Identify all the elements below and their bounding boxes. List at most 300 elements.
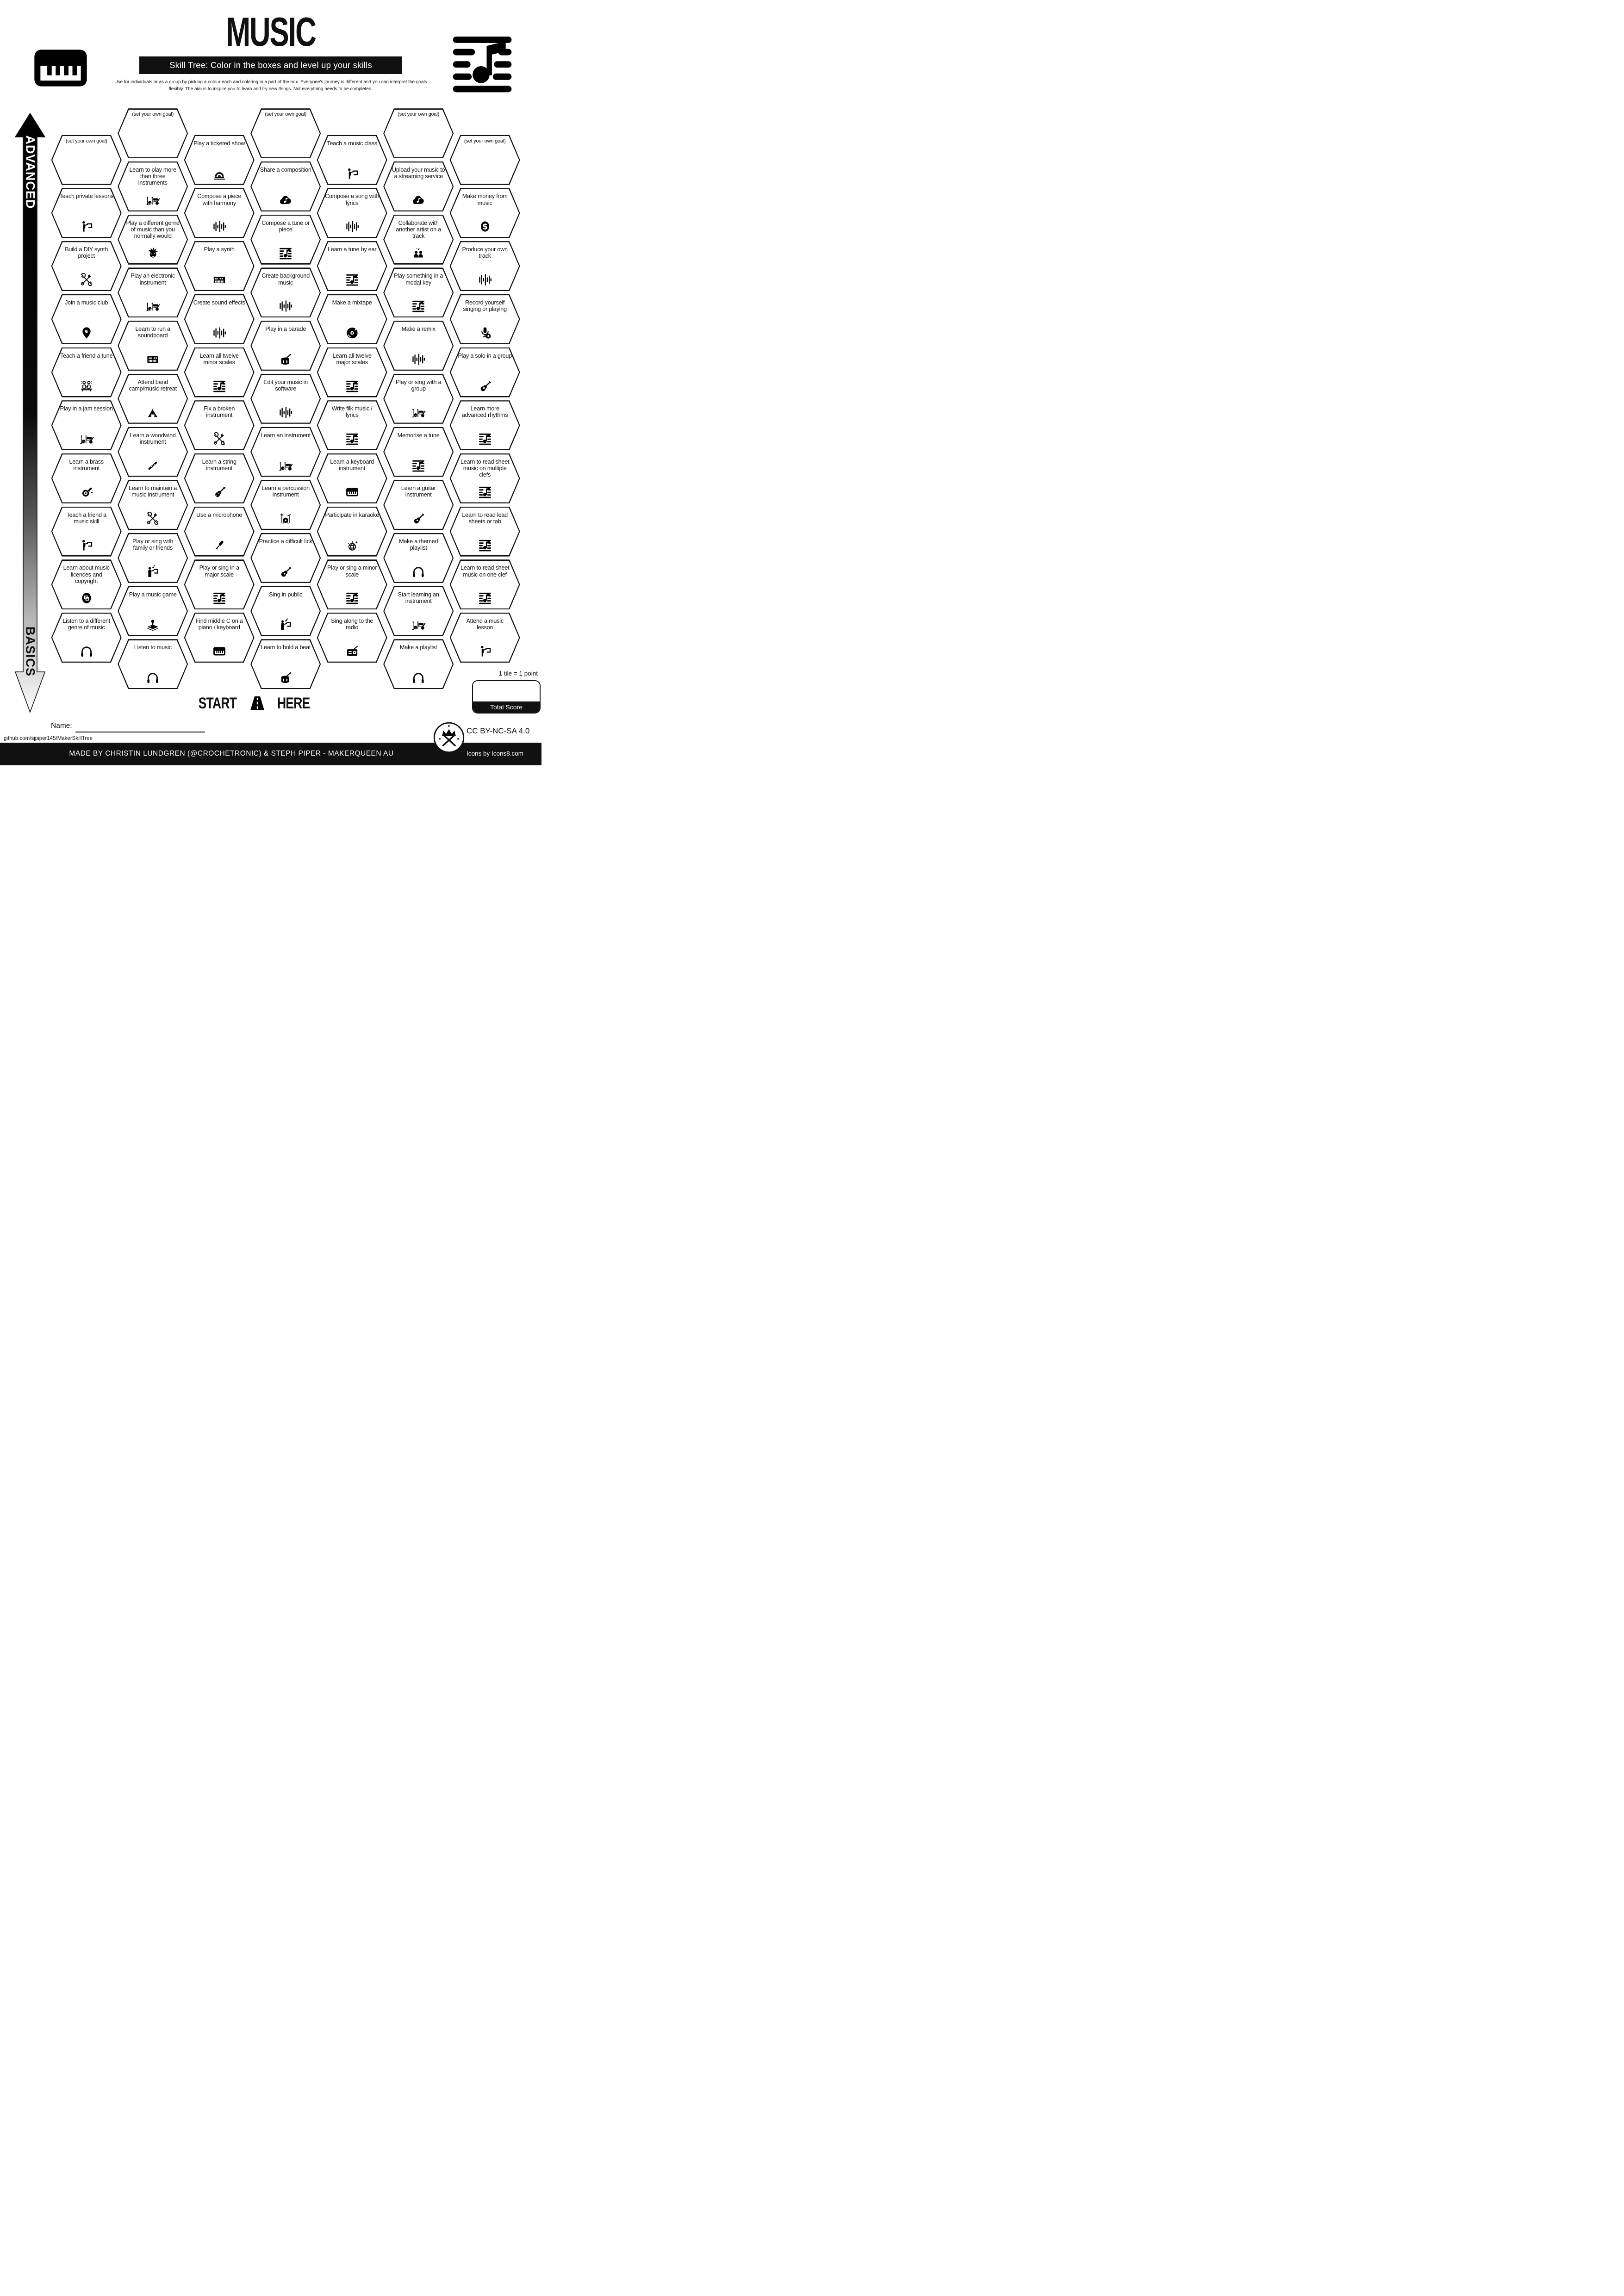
hex-tile[interactable] <box>383 586 454 636</box>
total-score-bar: Total Score <box>473 701 540 713</box>
hex-tile[interactable] <box>118 427 188 477</box>
karaoke-icon <box>344 538 360 552</box>
hex-label: Learn a brass instrument <box>69 458 104 472</box>
hex-content <box>184 453 255 503</box>
hex-content <box>118 108 188 158</box>
hex-content <box>184 188 255 238</box>
hex-content <box>317 613 387 663</box>
band-icon <box>145 193 161 207</box>
hex-label: Learn more advanced rhythms <box>461 405 508 419</box>
hex-label: Listen to music <box>134 644 172 651</box>
teacher-icon <box>79 538 94 552</box>
hex-label: Make a remix <box>401 326 436 333</box>
hex-tile[interactable] <box>250 533 321 583</box>
hex-label: Teach a friend a music skill <box>66 511 106 525</box>
hex-content <box>317 400 387 450</box>
hex-tile[interactable] <box>118 161 188 211</box>
sing-icon <box>145 565 161 579</box>
hex-content <box>383 374 454 424</box>
hex-content <box>51 559 122 609</box>
hex-label: Compose a song with lyrics <box>325 193 380 206</box>
band-icon <box>79 432 94 446</box>
hex-content <box>51 241 122 291</box>
hex-tile[interactable] <box>184 453 255 503</box>
hex-content <box>450 559 520 609</box>
hex-tile[interactable] <box>250 586 321 636</box>
hex-tile[interactable] <box>450 348 520 397</box>
hex-label: Learn to maintain a music instrument <box>129 485 177 498</box>
hex-tile[interactable] <box>118 480 188 530</box>
hex-label: Listen to a different genre of music <box>62 618 111 631</box>
start-label: START <box>198 694 237 712</box>
hex-label: Play or sing with family or friends <box>132 538 174 552</box>
hex-content <box>184 241 255 291</box>
hex-label: Play a different genre of music than you normally would <box>126 219 180 240</box>
radio-icon <box>344 644 360 658</box>
band-icon <box>145 299 161 313</box>
hex-tile[interactable] <box>317 507 387 557</box>
icons-credit-text: Icons by Icons8.com <box>467 750 524 757</box>
hex-label: Teach a music class <box>327 140 378 147</box>
hex-tile[interactable] <box>450 188 520 238</box>
hex-label: Teach a friend a tune <box>60 352 113 359</box>
hex-label: Create sound effects <box>193 299 245 306</box>
hex-label: Start learning an instrument <box>398 591 439 604</box>
headphones-icon <box>145 670 161 685</box>
hex-content <box>51 453 122 503</box>
hex-label: (set your own goal) <box>464 138 506 144</box>
hex-tile[interactable] <box>184 507 255 557</box>
hex-content <box>118 639 188 689</box>
headphones-icon <box>411 670 426 685</box>
hex-content <box>184 400 255 450</box>
people-icon <box>411 246 426 261</box>
sheet-icon <box>344 591 360 605</box>
hex-tile[interactable] <box>383 639 454 689</box>
hex-label: Learn to run a soundboard <box>135 326 170 339</box>
wave-icon <box>212 219 227 234</box>
teacher-icon <box>344 167 360 181</box>
hex-content <box>118 161 188 211</box>
joystick-icon <box>145 618 161 632</box>
sheet-icon <box>477 485 493 499</box>
hex-content <box>450 453 520 503</box>
hex-tile[interactable] <box>250 215 321 265</box>
tools-icon <box>79 273 94 287</box>
hex-content <box>450 613 520 663</box>
hex-content <box>450 135 520 185</box>
hex-tile[interactable] <box>51 241 122 291</box>
hex-label: Make a mixtape <box>332 299 372 306</box>
hex-label: Play in a parade <box>265 326 306 333</box>
teacher-icon <box>477 644 493 658</box>
drum-icon <box>278 352 293 366</box>
hex-label: Edit your music in software <box>263 379 308 392</box>
hex-tile[interactable] <box>317 294 387 344</box>
hex-content <box>51 294 122 344</box>
hex-content <box>383 427 454 477</box>
dollar-icon <box>477 219 493 234</box>
hex-content <box>250 161 321 211</box>
band-icon <box>411 618 426 632</box>
hex-label: Play or sing a minor scale <box>327 565 377 578</box>
sheet-icon <box>212 379 227 393</box>
hex-tile[interactable] <box>450 507 520 557</box>
hex-label: Sing in public <box>269 591 303 598</box>
band-icon <box>278 459 293 473</box>
hex-label: Learn all twelve minor scales <box>199 352 239 366</box>
hex-tile[interactable] <box>317 400 387 450</box>
hex-tile[interactable] <box>184 188 255 238</box>
hex-label: Learn about music licences and copyright <box>63 565 110 584</box>
hex-label: Upload your music to a streaming service <box>392 167 445 180</box>
hex-content <box>450 188 520 238</box>
hex-label: (set your own goal) <box>65 138 107 144</box>
hex-label: Play a solo in a group <box>458 352 512 359</box>
tile-point-note: 1 tile = 1 point <box>498 670 538 677</box>
hex-content <box>450 348 520 397</box>
hex-content <box>51 613 122 663</box>
hex-content <box>317 348 387 397</box>
tools-icon <box>145 511 161 526</box>
hex-label: Play or sing in a major scale <box>199 565 239 578</box>
hex-content <box>184 294 255 344</box>
hex-label: Make money from music <box>462 193 508 206</box>
hex-tile[interactable] <box>118 586 188 636</box>
basics-label: BASICS <box>23 626 37 677</box>
band-icon <box>411 405 426 420</box>
hex-tile[interactable] <box>118 215 188 265</box>
score-fill-area[interactable] <box>473 681 540 701</box>
hex-content <box>250 108 321 158</box>
cloud-icon <box>411 193 426 207</box>
wave-icon <box>212 326 227 340</box>
hex-tile[interactable] <box>317 559 387 609</box>
sheet-icon <box>477 538 493 552</box>
poster <box>0 0 541 765</box>
hex-tile[interactable] <box>118 267 188 317</box>
road-icon <box>248 693 267 714</box>
hex-tile[interactable] <box>51 348 122 397</box>
hex-content <box>184 559 255 609</box>
hex-content <box>51 507 122 557</box>
hex-content <box>51 135 122 185</box>
hex-label: Participate in karaoke <box>325 511 380 518</box>
hex-goal-tile[interactable] <box>383 108 454 158</box>
hex-tile[interactable] <box>450 294 520 344</box>
hex-content <box>383 586 454 636</box>
hex-content <box>450 400 520 450</box>
friends-icon <box>79 379 94 393</box>
drum-icon <box>278 670 293 685</box>
hex-content <box>317 559 387 609</box>
synth-icon <box>212 273 227 287</box>
hex-tile[interactable] <box>51 188 122 238</box>
hex-label: Play a synth <box>204 246 235 253</box>
start-here <box>0 693 507 714</box>
hex-label: Write filk music / lyrics <box>331 405 373 419</box>
hex-tile[interactable] <box>51 400 122 450</box>
tools-icon <box>212 432 227 446</box>
hex-tile[interactable] <box>51 613 122 663</box>
hex-label: Learn a guitar instrument <box>401 485 436 498</box>
hex-tile[interactable] <box>317 453 387 503</box>
flute-icon <box>145 459 161 473</box>
tent-icon <box>145 405 161 420</box>
hex-content <box>250 374 321 424</box>
hex-content <box>250 480 321 530</box>
hex-tile[interactable] <box>317 241 387 291</box>
micplus-icon <box>477 326 493 340</box>
hex-tile[interactable] <box>118 374 188 424</box>
github-link: github.com/sjpiper145/MakerSkillTree <box>4 736 93 741</box>
hex-content <box>118 480 188 530</box>
hex-tile[interactable] <box>450 453 520 503</box>
punk-icon <box>145 246 161 261</box>
hex-tile[interactable] <box>383 215 454 265</box>
hex-tile[interactable] <box>184 400 255 450</box>
sheet-icon <box>344 432 360 446</box>
hex-label: Teach private lessons <box>59 193 114 200</box>
sheet-music-icon <box>447 28 517 98</box>
here-label: HERE <box>277 694 310 712</box>
hex-label: Learn to read sheet music on one clef <box>460 565 510 578</box>
hex-tile[interactable] <box>118 639 188 689</box>
hex-content <box>317 135 387 185</box>
hex-content <box>118 586 188 636</box>
hex-tile[interactable] <box>184 613 255 663</box>
hex-tile[interactable] <box>317 613 387 663</box>
hex-tile[interactable] <box>450 241 520 291</box>
hex-content <box>250 427 321 477</box>
subtitle-text: Skill Tree: Color in the boxes and level up your skills <box>169 60 372 70</box>
advanced-label: ADVANCED <box>23 135 37 209</box>
hex-label: Find middle C on a piano / keyboard <box>195 618 243 631</box>
hex-content <box>450 507 520 557</box>
hex-label: Play in a jam session <box>60 405 113 412</box>
hex-label: Use a microphone <box>196 511 243 518</box>
hex-tile[interactable] <box>250 267 321 317</box>
hex-label: Make a themed playlist <box>399 538 438 552</box>
sheet-icon <box>212 591 227 605</box>
hex-content <box>250 639 321 689</box>
hex-content <box>118 267 188 317</box>
hex-content <box>51 400 122 450</box>
hex-tile[interactable] <box>51 294 122 344</box>
hex-label: Learn a tune by ear <box>327 246 377 253</box>
hex-tile[interactable] <box>317 135 387 185</box>
hex-label: Play or sing with a group <box>395 379 442 392</box>
horn-icon <box>79 485 94 499</box>
hex-label: Compose a piece with harmony <box>197 193 242 206</box>
hex-tile[interactable] <box>184 559 255 609</box>
copyright-icon <box>79 591 94 605</box>
hex-tile[interactable] <box>51 453 122 503</box>
hex-label: Learn all twelve major scales <box>332 352 372 366</box>
hex-label: Practice a difficult lick <box>259 538 312 545</box>
sheet-icon <box>477 591 493 605</box>
violin-icon <box>212 485 227 499</box>
hex-tile[interactable] <box>450 559 520 609</box>
hex-content <box>118 215 188 265</box>
guitar-icon <box>411 511 426 526</box>
hex-tile[interactable] <box>383 480 454 530</box>
hex-label: Play something in a modal key <box>394 273 443 286</box>
sing-icon <box>278 618 293 632</box>
hex-label: Compose a tune or piece <box>261 219 310 233</box>
hex-tile[interactable] <box>383 161 454 211</box>
hex-tile[interactable] <box>184 294 255 344</box>
hex-content <box>450 294 520 344</box>
soundboard-icon <box>145 352 161 366</box>
hex-tile[interactable] <box>250 639 321 689</box>
sheet-icon <box>278 246 293 261</box>
hex-label: Attend band camp/music retreat <box>129 379 177 392</box>
pin-icon <box>79 326 94 340</box>
hex-tile[interactable] <box>250 161 321 211</box>
name-label: Name: <box>51 722 72 730</box>
hex-label: Play an electronic instrument <box>131 273 175 286</box>
hex-label: (set your own goal) <box>132 112 174 118</box>
hex-label: Learn to read lead sheets or tab <box>462 511 508 525</box>
hex-content <box>118 374 188 424</box>
hex-label: Produce your own track <box>462 246 508 260</box>
hex-label: Learn an instrument <box>261 432 311 439</box>
makerqueen-logo-icon <box>433 722 465 753</box>
hex-content <box>250 215 321 265</box>
hex-label: Build a DIY synth project <box>65 246 108 260</box>
hex-label: Sing along to the radio <box>331 618 373 631</box>
guitar-icon <box>477 379 493 393</box>
hex-label: Play a music game <box>129 591 177 598</box>
stage-icon <box>212 167 227 181</box>
hex-content <box>450 241 520 291</box>
hex-label: Play a ticketed show <box>193 140 245 147</box>
hex-content <box>118 321 188 371</box>
hex-content <box>184 507 255 557</box>
teacher-icon <box>79 219 94 234</box>
hex-tile[interactable] <box>250 480 321 530</box>
sheet-icon <box>344 273 360 287</box>
hex-tile[interactable] <box>383 533 454 583</box>
sheet-icon <box>344 379 360 393</box>
hex-label: Create background music <box>261 273 310 286</box>
hex-label: Learn to play more than three instruments <box>129 167 176 186</box>
hex-tile[interactable] <box>51 507 122 557</box>
guitar-icon <box>278 565 293 579</box>
hex-content <box>317 241 387 291</box>
hex-content <box>383 161 454 211</box>
hex-tile[interactable] <box>118 321 188 371</box>
piano-icon <box>344 485 360 499</box>
hex-label: Memorise a tune <box>397 432 440 439</box>
hex-tile[interactable] <box>184 348 255 397</box>
wave-icon <box>477 273 493 287</box>
hex-content <box>184 135 255 185</box>
mic-icon <box>212 538 227 552</box>
subtitle-banner <box>139 56 402 74</box>
headphones-icon <box>79 644 94 658</box>
hex-label: Learn to read sheet music on multiple clefs <box>460 458 510 478</box>
hex-tile[interactable] <box>450 400 520 450</box>
hex-tile[interactable] <box>118 533 188 583</box>
hex-content <box>51 188 122 238</box>
hex-label: (set your own goal) <box>398 112 440 118</box>
hex-tile[interactable] <box>383 321 454 371</box>
hex-tile[interactable] <box>317 348 387 397</box>
hex-content <box>317 453 387 503</box>
sheet-icon <box>411 459 426 473</box>
hex-label: Fix a broken instrument <box>204 405 235 419</box>
hex-content <box>383 533 454 583</box>
hex-content <box>383 639 454 689</box>
hex-goal-tile[interactable] <box>450 135 520 185</box>
hex-tile[interactable] <box>250 321 321 371</box>
hex-goal-tile[interactable] <box>51 135 122 185</box>
hex-content <box>383 108 454 158</box>
hex-content <box>184 613 255 663</box>
credit-text: MADE BY CHRISTIN LUNDGREN (@CROCHETRONIC) & STEPH PIPER - MAKERQUEEN AU <box>69 750 394 757</box>
description-text: Use for individuals or as a group by picking a colour each and coloring in a part of the box. Everyone's journey is different and you can interpret the goals flexibly. The aim is to inspire you to learn and try new things. Not everything needs to be completed. <box>114 80 427 92</box>
hex-goal-tile[interactable] <box>118 108 188 158</box>
hex-label: Join a music club <box>65 299 108 306</box>
hex-tile[interactable] <box>317 188 387 238</box>
hex-label: Attend a music lesson <box>466 618 504 631</box>
hex-tile[interactable] <box>383 267 454 317</box>
hex-content <box>383 321 454 371</box>
hex-content <box>250 321 321 371</box>
hex-tile[interactable] <box>184 241 255 291</box>
hex-tile[interactable] <box>383 374 454 424</box>
hex-content <box>250 533 321 583</box>
hex-content <box>317 188 387 238</box>
hex-label: Learn a percussion instrument <box>261 485 310 498</box>
wave-icon <box>344 219 360 234</box>
sheet-icon <box>477 432 493 446</box>
cloud-icon <box>278 193 293 207</box>
hex-content <box>118 533 188 583</box>
hex-tile[interactable] <box>184 135 255 185</box>
hex-content <box>317 507 387 557</box>
hex-tile[interactable] <box>383 427 454 477</box>
hex-content <box>51 348 122 397</box>
hex-content <box>250 586 321 636</box>
hex-goal-tile[interactable] <box>250 108 321 158</box>
hex-tile[interactable] <box>51 559 122 609</box>
hex-label: Share a composition <box>260 167 311 173</box>
hex-label: Learn a string instrument <box>202 458 236 472</box>
hex-content <box>383 480 454 530</box>
hex-label: Make a playlist <box>400 644 437 651</box>
hex-tile[interactable] <box>250 427 321 477</box>
hex-content <box>317 294 387 344</box>
hex-content <box>184 348 255 397</box>
headphones-icon <box>411 565 426 579</box>
hex-label: Record yourself singing or playing <box>463 299 507 313</box>
wave-icon <box>278 405 293 420</box>
hex-tile[interactable] <box>450 613 520 663</box>
hex-label: Learn to hold a beat <box>261 644 311 651</box>
wave-icon <box>278 299 293 313</box>
vinyl-icon <box>344 326 360 340</box>
hex-label: (set your own goal) <box>265 112 307 118</box>
license-text: CC BY-NC-SA 4.0 <box>467 726 530 735</box>
hex-tile[interactable] <box>250 374 321 424</box>
hex-label: Learn a woodwind instrument <box>130 432 176 445</box>
hex-content <box>250 267 321 317</box>
wave-icon <box>411 352 426 366</box>
sheet-icon <box>411 299 426 313</box>
